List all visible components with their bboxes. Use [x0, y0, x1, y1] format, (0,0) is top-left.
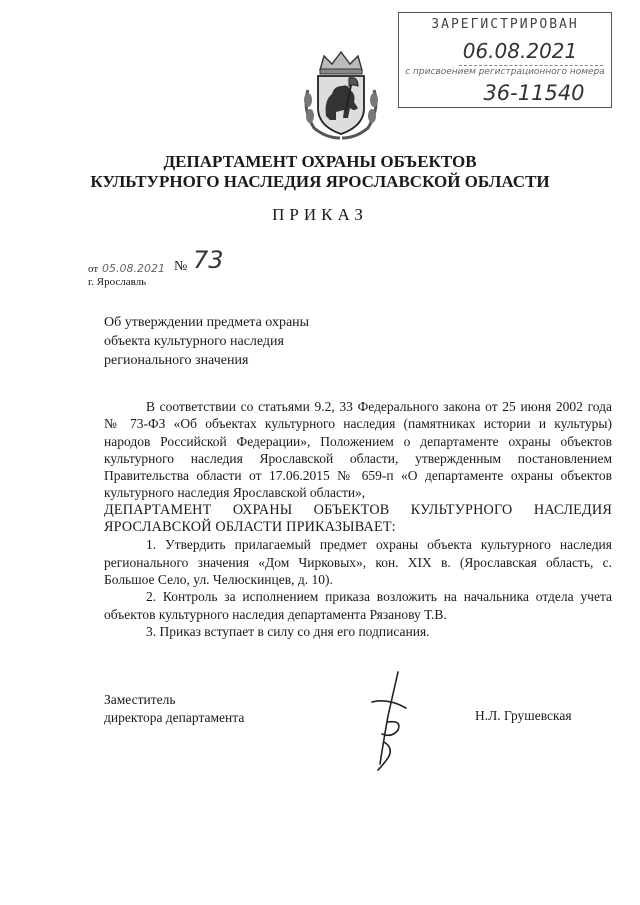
organization-name-line1: ДЕПАРТАМЕНТ ОХРАНЫ ОБЪЕКТОВ: [163, 152, 477, 171]
stamp-title: ЗАРЕГИСТРИРОВАН: [431, 17, 579, 32]
stamp-date: 06.08.2021: [462, 39, 578, 63]
order-item-1: 1. Утвердить прилагаемый предмет охраны объекта культурного наследия регионального значения «Дом Чирковых», кон. XIX в. (Ярославская область, с. Большое Село, ул. Челюскинцев, д. 10).: [104, 537, 612, 587]
number-label: №: [174, 259, 188, 274]
signatory-title-line2: директора департамента: [104, 709, 245, 725]
organization-name-line2: КУЛЬТУРНОГО НАСЛЕДИЯ ЯРОСЛАВСКОЙ ОБЛАСТИ: [90, 172, 550, 191]
order-subject: [104, 313, 309, 370]
subject-line2: объекта культурного наследия: [104, 334, 284, 349]
from-label: от: [88, 263, 99, 275]
yaroslavl-coat-of-arms-icon: [296, 50, 386, 147]
city: г. Ярославль: [88, 276, 147, 288]
document-type: ПРИКАЗ: [272, 205, 368, 224]
stamp-registration-number: 36-11540: [483, 81, 585, 105]
order-item-3: 3. Приказ вступает в силу со дня его подписания.: [146, 623, 430, 639]
order-item-2: 2. Контроль за исполнением приказа возложить на начальника отдела учета объектов культурного наследия департамента Рязанову Т.В.: [104, 589, 612, 622]
handwritten-signature-icon: [358, 668, 418, 778]
order-body: [104, 398, 612, 640]
organization-name: [60, 152, 580, 192]
order-date: 05.08.2021: [102, 262, 165, 275]
subject-line3: регионального значения: [104, 353, 249, 368]
stamp-subtitle: с присвоением регистрационного номера: [405, 67, 605, 77]
registration-stamp: [398, 12, 612, 108]
subject-line1: Об утверждении предмета охраны: [104, 315, 310, 330]
stamp-divider: [459, 65, 603, 66]
signatory-name: Н.Л. Грушевская: [475, 708, 572, 723]
order-number: 73: [193, 246, 224, 274]
signatory-title: [104, 691, 244, 726]
signatory-title-line1: Заместитель: [104, 692, 176, 707]
preamble-paragraph: В соответствии со статьями 9.2, 33 Федерального закона от 25 июня 2002 года № 73-ФЗ «Об объектах культурного наследия (памятниках истории и культуры) народов Российской Федерации», Положением о департаменте охраны объектов культурного наследия Ярославской области, утвержденным постановлением Правительства области от 17.06.2015 № 659-п «О департаменте охраны объектов культурного наследия Ярославской области»,: [104, 399, 612, 501]
orders-paragraph: ДЕПАРТАМЕНТ ОХРАНЫ ОБЪЕКТОВ КУЛЬТУРНОГО НАСЛЕДИЯ ЯРОСЛАВСКОЙ ОБЛАСТИ ПРИКАЗЫВАЕТ:: [104, 501, 612, 536]
